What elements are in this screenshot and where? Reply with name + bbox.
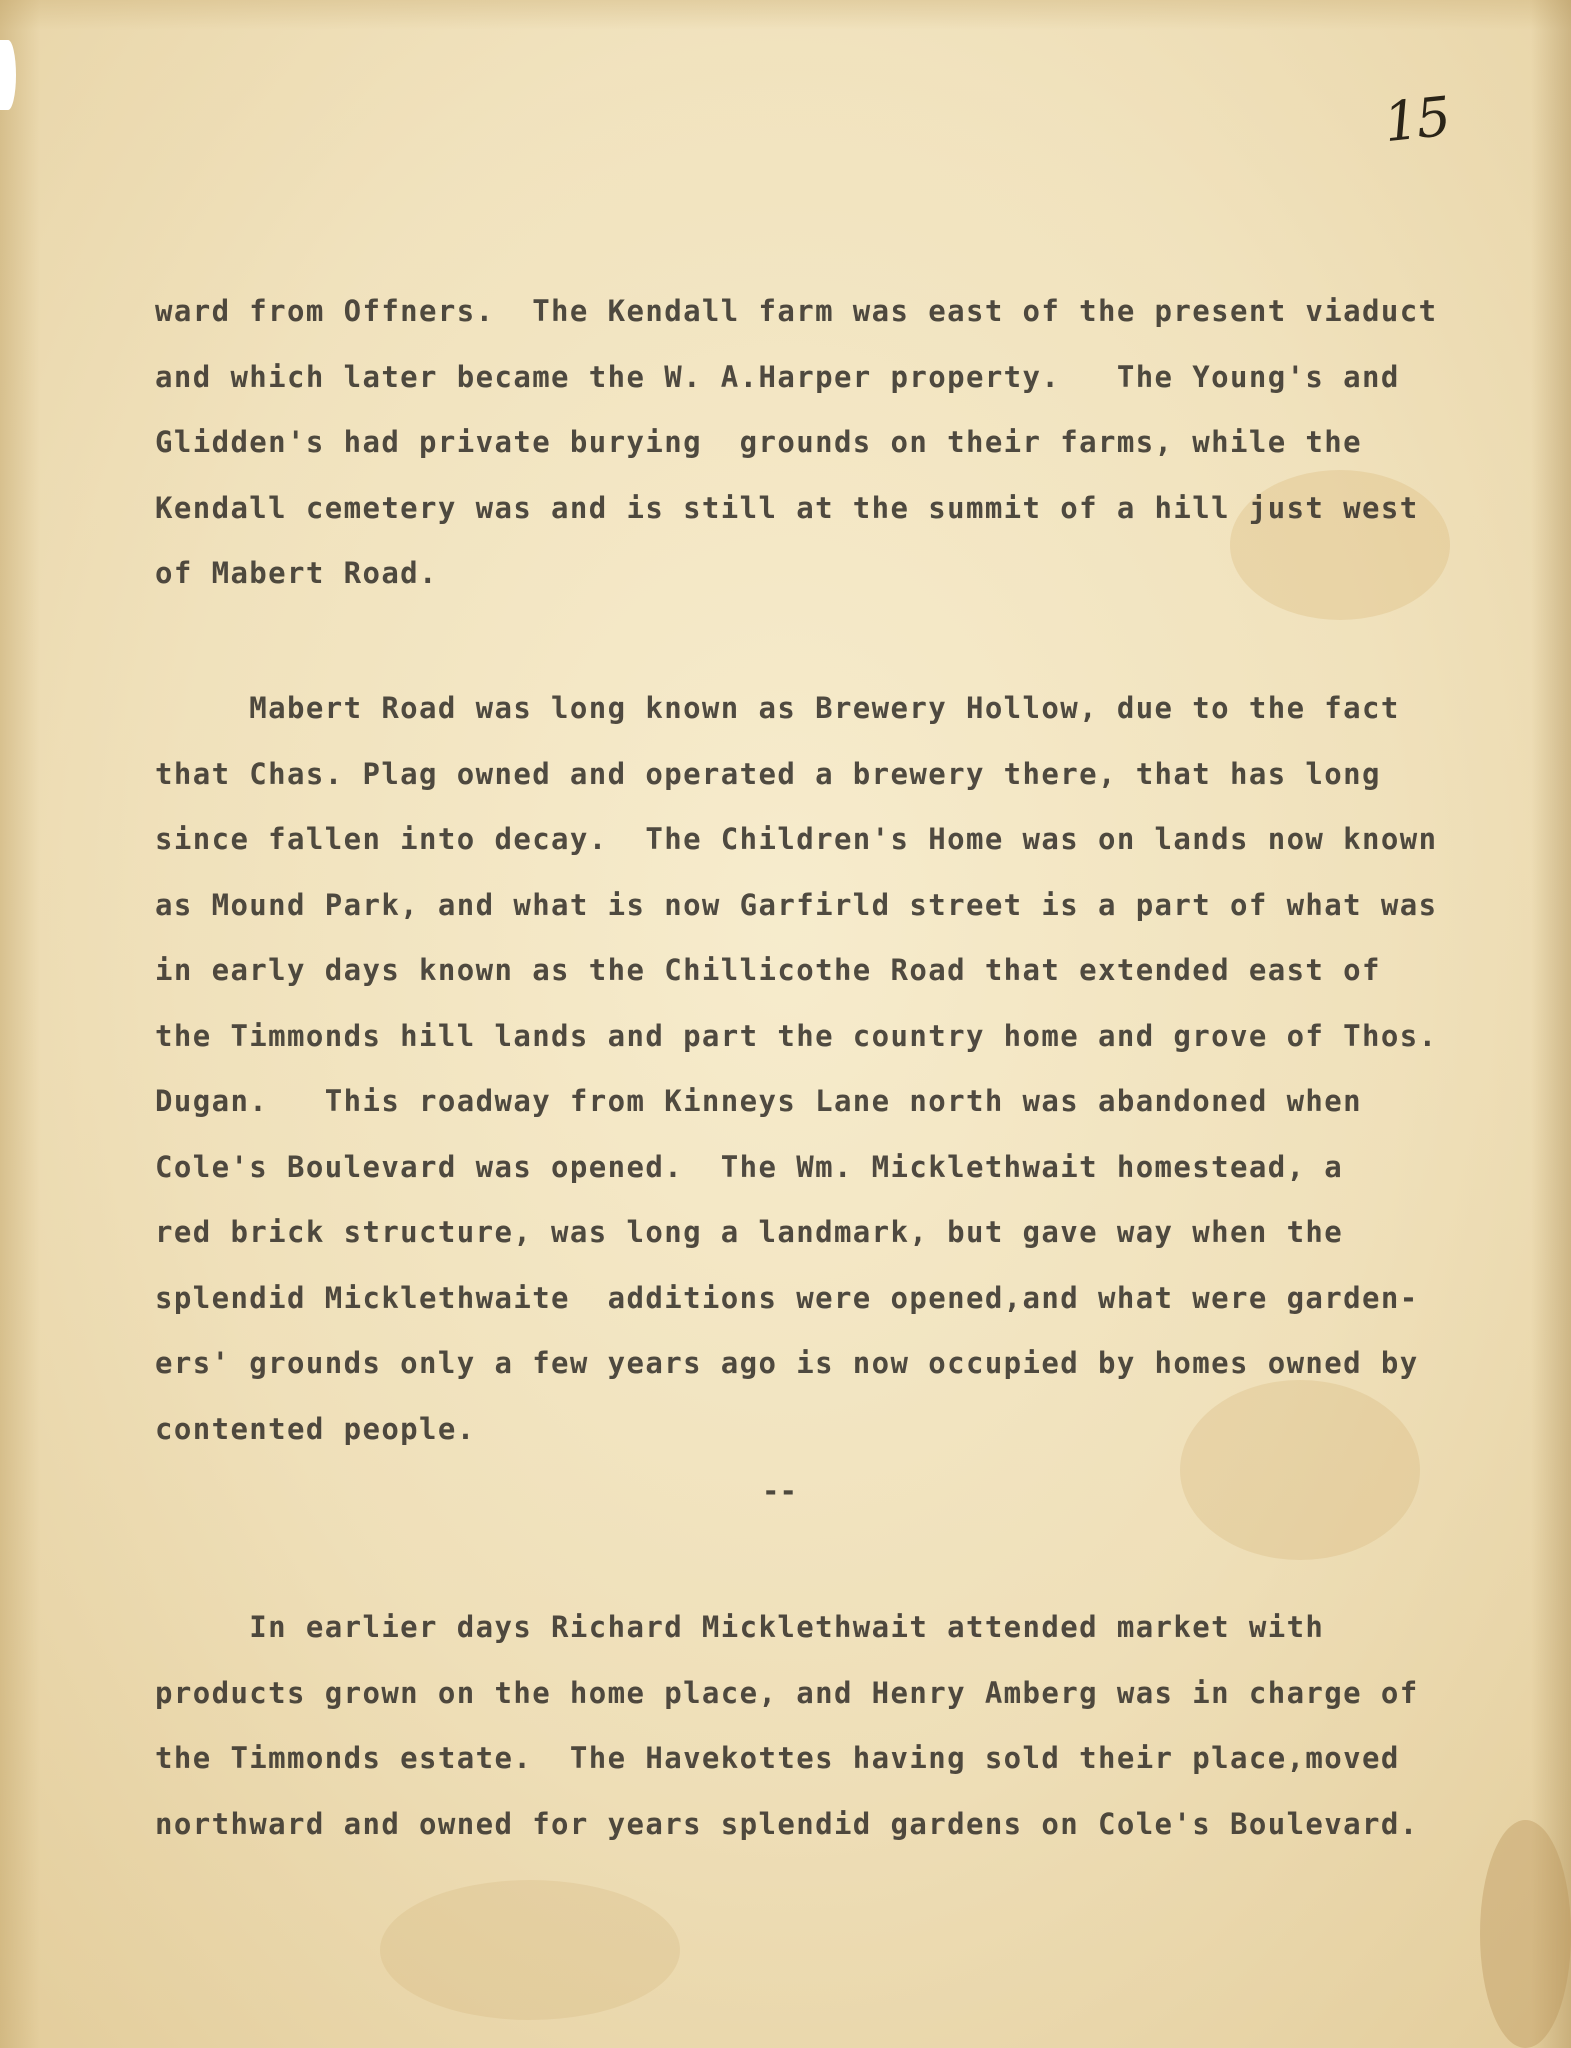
text-line: Cole's Boulevard was opened. The Wm. Micklethwait homestead, a	[155, 1149, 1344, 1184]
text-line: northward and owned for years splendid gardens on Cole's Boulevard.	[155, 1806, 1419, 1841]
text-line: the Timmonds hill lands and part the country home and grove of Thos.	[155, 1018, 1438, 1053]
text-line: the Timmonds estate. The Havekottes having sold their place,moved	[155, 1741, 1400, 1775]
paper-edge-top	[0, 0, 1571, 30]
text-line: Kendall cemetery was and is still at the summit of a hill just west	[155, 490, 1419, 525]
text-line: in early days known as the Chillicothe Road that extended east of	[155, 953, 1381, 987]
text-line: Dugan. This roadway from Kinneys Lane north was abandoned when	[155, 1084, 1363, 1118]
text-line: and which later became the W. A.Harper property. The Young's and	[155, 359, 1400, 394]
section-divider: --	[762, 1474, 797, 1508]
paragraph-1	[155, 279, 1465, 607]
text-line: since fallen into decay. The Children's Home was on lands now known	[155, 822, 1438, 856]
text-line: products grown on the home place, and Henry Amberg was in charge of	[155, 1675, 1419, 1710]
paper-stain	[380, 1880, 680, 2020]
text-line: ward from Offners. The Kendall farm was east of the present viaduct	[155, 294, 1438, 328]
text-line: Glidden's had private burying grounds on their farms, while the	[155, 425, 1363, 459]
text-line: red brick structure, was long a landmark, but gave way when the	[155, 1215, 1344, 1249]
paper-tear	[0, 40, 16, 110]
text-line: of Mabert Road.	[155, 556, 438, 590]
text-line: Mabert Road was long known as Brewery Hollow, due to the fact	[155, 691, 1400, 725]
text-line: as Mound Park, and what is now Garfirld street is a part of what was	[155, 887, 1438, 922]
paragraph-2	[155, 676, 1465, 1462]
text-line: ers' grounds only a few years ago is now occupied by homes owned by	[155, 1346, 1419, 1380]
paper-edge-left	[0, 0, 40, 2048]
text-line: splendid Micklethwaite additions were opened,and what were garden-	[155, 1280, 1419, 1315]
paper-edge-right	[1531, 0, 1571, 2048]
paragraph-3	[155, 1595, 1465, 1857]
text-line: contented people.	[155, 1411, 476, 1446]
text-line: that Chas. Plag owned and operated a brewery there, that has long	[155, 756, 1381, 791]
text-line: In earlier days Richard Micklethwait attended market with	[155, 1610, 1325, 1644]
handwritten-page-number: 15	[1380, 84, 1452, 155]
